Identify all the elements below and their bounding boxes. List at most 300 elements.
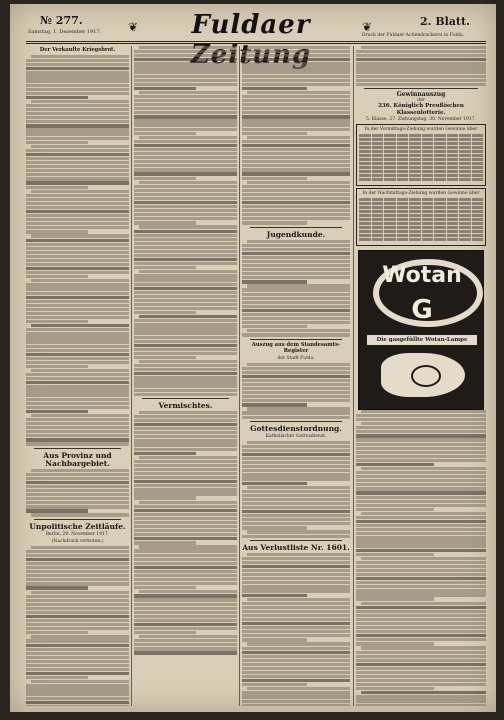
text-line: [26, 116, 129, 119]
text-line: [242, 594, 307, 597]
lottery-number: [459, 154, 471, 157]
section-rule: [364, 88, 478, 89]
text-line: [134, 517, 237, 520]
lottery-number: [447, 226, 459, 229]
lottery-number: [384, 238, 396, 241]
lottery-number: [472, 210, 484, 213]
newspaper-page: [10, 4, 496, 712]
text-line: [242, 416, 350, 419]
text-line: [242, 111, 350, 114]
lottery-number: [434, 222, 446, 225]
text-line: [26, 566, 129, 569]
text-line: [356, 504, 486, 507]
lottery-number: [434, 170, 446, 173]
text-line: [26, 501, 129, 504]
text-line: [242, 453, 350, 456]
text-line: [242, 565, 350, 568]
lottery-afternoon-label: In der Nachmittags-Ziehung wurden Gewinne über: [362, 190, 480, 196]
lottery-number: [422, 170, 434, 173]
lottery-number: [459, 238, 471, 241]
lottery-afternoon-box: [356, 188, 486, 246]
text-line: [242, 293, 350, 296]
text-line: [361, 691, 486, 694]
lottery-number: [397, 162, 409, 165]
lottery-number: [422, 230, 434, 233]
text-line: [134, 639, 237, 642]
text-line: [242, 602, 350, 605]
section-rule: [34, 448, 121, 449]
lottery-number: [459, 162, 471, 165]
text-line: [26, 239, 129, 242]
text-line: [134, 197, 237, 200]
text-line: [356, 630, 486, 633]
text-line: [26, 79, 129, 82]
text-line: [242, 264, 350, 267]
text-line: [356, 455, 486, 458]
section-heading: Aus Verlustliste Nr. 1601.: [242, 542, 350, 552]
lottery-number: [472, 134, 484, 137]
text-line: [356, 699, 486, 702]
text-line: [26, 336, 129, 339]
text-line: [356, 573, 486, 576]
text-line: [26, 67, 129, 70]
text-line: [139, 136, 237, 139]
text-line: [356, 622, 486, 625]
text-line: [26, 210, 129, 213]
lottery-number: [409, 134, 421, 137]
lottery-number: [459, 218, 471, 221]
text-line: [356, 508, 434, 511]
lottery-number: [409, 210, 421, 213]
text-line: [26, 296, 129, 299]
lottery-number: [422, 146, 434, 149]
lottery-number: [459, 222, 471, 225]
text-line: [26, 373, 129, 376]
text-line: [26, 206, 129, 209]
text-line: [242, 62, 350, 65]
text-line: [134, 299, 237, 302]
text-line: [134, 266, 196, 269]
lottery-number: [472, 142, 484, 145]
text-line: [247, 642, 350, 645]
text-line: [26, 489, 129, 492]
lottery-number: [459, 230, 471, 233]
text-line: [139, 91, 237, 94]
text-line: [242, 276, 350, 279]
lottery-number: [447, 234, 459, 237]
text-line: [26, 173, 129, 176]
text-line: [356, 487, 486, 490]
text-line: [247, 329, 350, 332]
text-line: [134, 254, 237, 257]
text-line: [139, 46, 237, 49]
text-line: [134, 128, 237, 131]
lottery-number: [409, 154, 421, 157]
text-line: [361, 422, 486, 425]
text-line: [26, 120, 129, 123]
lottery-number: [459, 138, 471, 141]
text-line: [26, 128, 129, 131]
text-line: [134, 148, 237, 151]
text-line: [134, 123, 237, 126]
text-line: [356, 589, 486, 592]
text-line: [31, 234, 129, 237]
text-line: [134, 415, 237, 418]
lottery-number: [372, 214, 384, 217]
text-line: [247, 486, 350, 489]
lottery-number: [472, 226, 484, 229]
lottery-number: [422, 226, 434, 229]
lottery-number: [447, 146, 459, 149]
text-line: [361, 512, 486, 515]
lottery-number: [359, 162, 371, 165]
text-line: [134, 140, 237, 143]
text-line: [356, 561, 486, 564]
text-line: [26, 582, 129, 585]
text-line: [139, 181, 237, 184]
text-line: [356, 50, 486, 53]
section-rule: [250, 339, 342, 340]
text-line: [242, 626, 350, 629]
text-line: [134, 160, 237, 163]
lottery-number: [359, 218, 371, 221]
article-body: [356, 422, 486, 706]
text-line: [31, 680, 129, 683]
text-line: [356, 695, 486, 698]
lottery-number: [447, 154, 459, 157]
text-line: [134, 274, 237, 277]
text-line: [134, 344, 237, 347]
text-line: [242, 561, 350, 564]
text-line: [134, 319, 237, 322]
text-line: [26, 705, 129, 706]
section-heading: Jugendkunde.: [266, 229, 326, 239]
text-line: [134, 533, 237, 536]
text-line: [356, 434, 486, 437]
text-line: [242, 79, 350, 82]
lottery-number: [372, 218, 384, 221]
text-line: [134, 262, 237, 265]
text-line: [139, 411, 237, 414]
text-line: [242, 659, 350, 662]
lottery-number: [422, 178, 434, 181]
lottery-number: [434, 198, 446, 201]
text-line: [242, 675, 350, 678]
text-line: [356, 58, 486, 61]
text-line: [247, 407, 350, 410]
text-line: [26, 426, 129, 429]
lottery-number: [472, 150, 484, 153]
text-line: [242, 375, 350, 378]
text-line: [26, 202, 129, 205]
text-line: [26, 345, 129, 348]
text-line: [134, 144, 237, 147]
text-line: [242, 457, 350, 460]
text-line: [134, 443, 237, 446]
text-line: [356, 532, 486, 535]
lottery-number: [434, 174, 446, 177]
text-line: [26, 406, 129, 409]
text-line: [356, 62, 486, 65]
text-line: [26, 92, 129, 95]
text-line: [356, 626, 486, 629]
text-line: [242, 256, 350, 259]
text-line: [31, 513, 129, 516]
lottery-number: [397, 154, 409, 157]
lottery-number: [397, 226, 409, 229]
lottery-number: [372, 150, 384, 153]
text-line: [26, 550, 129, 553]
text-line: [26, 381, 129, 384]
text-line: [26, 292, 129, 295]
text-line: [134, 647, 237, 650]
text-line: [134, 356, 196, 359]
lottery-number: [359, 202, 371, 205]
text-line: [134, 448, 237, 451]
article-body: [134, 46, 237, 396]
text-line: [134, 323, 237, 326]
text-line: [356, 671, 486, 674]
text-line: [26, 697, 129, 700]
text-line: [356, 549, 486, 552]
lottery-number: [372, 234, 384, 237]
lottery-heading: Gewinnauszug: [396, 90, 446, 98]
lottery-number: [422, 222, 434, 225]
lottery-number: [384, 210, 396, 213]
text-line: [26, 255, 129, 258]
text-line: [242, 260, 350, 263]
text-line: [26, 442, 129, 445]
lottery-number: [397, 198, 409, 201]
text-line: [134, 70, 237, 73]
lottery-number: [372, 154, 384, 157]
text-line: [134, 484, 237, 487]
lottery-number: [384, 162, 396, 165]
section-heading: Vermischtes.: [158, 400, 213, 410]
lottery-number: [384, 158, 396, 161]
lottery-number: [459, 202, 471, 205]
lottery-number: [409, 206, 421, 209]
text-line: [134, 201, 237, 204]
lottery-number: [409, 146, 421, 149]
text-line: [26, 243, 129, 246]
section-subheading: der Stadt Fulda.: [277, 355, 315, 361]
lottery-number: [447, 150, 459, 153]
section-rule: [34, 519, 121, 520]
section-heading: Unpolitische Zeitläufe.: [29, 521, 126, 531]
lottery-number: [472, 234, 484, 237]
text-line: [26, 410, 88, 413]
text-line: [242, 679, 350, 682]
text-line: [134, 242, 237, 245]
text-line: [242, 144, 350, 147]
text-line: [26, 161, 129, 164]
text-line: [134, 525, 237, 528]
text-line: [242, 482, 307, 485]
text-line: [31, 469, 129, 472]
lottery-number: [359, 158, 371, 161]
text-line: [356, 642, 434, 645]
text-line: [134, 488, 237, 491]
text-line: [26, 578, 129, 581]
text-line: [242, 704, 350, 706]
lottery-number: [422, 138, 434, 141]
text-line: [134, 607, 237, 610]
text-line: [134, 221, 196, 224]
text-line: [242, 367, 350, 370]
ad-footer-text: [356, 410, 486, 421]
text-line: [356, 667, 486, 670]
text-line: [356, 614, 486, 617]
section-subheading: Katholischer Gottesdienst.: [265, 433, 327, 439]
masthead: [10, 4, 496, 44]
text-line: [134, 336, 237, 339]
text-line: [26, 619, 129, 622]
text-line: [247, 441, 350, 444]
lottery-number: [409, 202, 421, 205]
lottery-number: [422, 142, 434, 145]
text-line: [242, 197, 350, 200]
text-line: [242, 160, 350, 163]
text-line: [356, 451, 486, 454]
text-line: [26, 263, 129, 266]
text-line: [31, 279, 129, 282]
text-line: [134, 419, 237, 422]
text-line: [134, 54, 237, 57]
text-line: [242, 123, 350, 126]
text-line: [242, 557, 350, 560]
text-line: [242, 252, 350, 255]
lottery-number: [459, 134, 471, 137]
lottery-number: [472, 174, 484, 177]
text-line: [242, 177, 307, 180]
text-line: [134, 631, 196, 634]
text-line: [356, 569, 486, 572]
text-line: [356, 553, 434, 556]
text-line: [134, 509, 237, 512]
text-line: [242, 58, 350, 61]
lottery-number: [459, 214, 471, 217]
column-3: [242, 46, 350, 706]
text-line: [247, 687, 350, 690]
text-line: [31, 546, 129, 549]
lottery-number: [472, 178, 484, 181]
text-line: [242, 498, 350, 501]
text-line: [242, 399, 350, 402]
text-line: [134, 582, 237, 585]
lottery-number: [384, 166, 396, 169]
text-line: [26, 481, 129, 484]
text-line: [242, 465, 350, 468]
text-line: [247, 363, 350, 366]
lottery-number: [372, 210, 384, 213]
text-line: [242, 383, 350, 386]
text-line: [31, 100, 129, 103]
text-line: [242, 371, 350, 374]
lottery-number: [397, 158, 409, 161]
text-line: [242, 75, 350, 78]
text-line: [242, 700, 350, 703]
text-line: [242, 490, 350, 493]
text-line: [134, 496, 196, 499]
lottery-number: [409, 178, 421, 181]
text-line: [26, 63, 129, 66]
text-line: [134, 513, 237, 516]
text-line: [134, 464, 237, 467]
text-line: [31, 324, 129, 327]
text-line: [242, 313, 350, 316]
column-divider: [239, 46, 240, 706]
text-line: [247, 553, 350, 556]
lottery-number: [459, 178, 471, 181]
text-line: [134, 574, 237, 577]
text-line: [242, 589, 350, 592]
lottery-number: [434, 214, 446, 217]
text-line: [356, 483, 486, 486]
lottery-number: [372, 226, 384, 229]
text-line: [26, 71, 129, 74]
lottery-number: [359, 174, 371, 177]
text-line: [242, 209, 350, 212]
text-line: [134, 505, 237, 508]
lottery-number: [459, 170, 471, 173]
reprint-note: (Nachdruck verboten.): [51, 538, 104, 544]
text-line: [242, 395, 350, 398]
text-line: [242, 445, 350, 448]
text-line: [134, 103, 237, 106]
lottery-number: [384, 214, 396, 217]
text-line: [134, 327, 237, 330]
text-line: [134, 578, 237, 581]
text-line: [134, 472, 237, 475]
text-line: [242, 119, 350, 122]
lottery-number: [434, 142, 446, 145]
lottery-number: [372, 170, 384, 173]
lottery-number: [397, 166, 409, 169]
text-line: [134, 152, 237, 155]
text-line: [356, 414, 486, 417]
lottery-number: [459, 226, 471, 229]
text-line: [134, 380, 237, 383]
text-line: [242, 535, 350, 538]
lottery-number: [359, 166, 371, 169]
lottery-number: [384, 198, 396, 201]
lottery-number: [447, 218, 459, 221]
text-line: [26, 141, 88, 144]
lottery-number: [422, 134, 434, 137]
text-line: [242, 502, 350, 505]
lottery-number: [422, 174, 434, 177]
text-line: [242, 221, 307, 224]
column-4: [356, 46, 486, 706]
lottery-number: [434, 234, 446, 237]
lottery-number: [384, 134, 396, 137]
text-line: [134, 238, 237, 241]
article-body: [356, 46, 486, 86]
text-line: [356, 675, 486, 678]
masthead-rule: [26, 43, 486, 44]
text-line: [361, 557, 486, 560]
text-line: [242, 103, 350, 106]
text-line: [26, 137, 129, 140]
text-line: [26, 668, 129, 671]
text-line: [247, 284, 350, 287]
text-line: [361, 602, 486, 605]
lottery-number: [372, 142, 384, 145]
text-line: [134, 376, 237, 379]
section-heading: Aus Provinz und Nachbargebiet.: [43, 450, 112, 468]
lottery-number: [397, 218, 409, 221]
